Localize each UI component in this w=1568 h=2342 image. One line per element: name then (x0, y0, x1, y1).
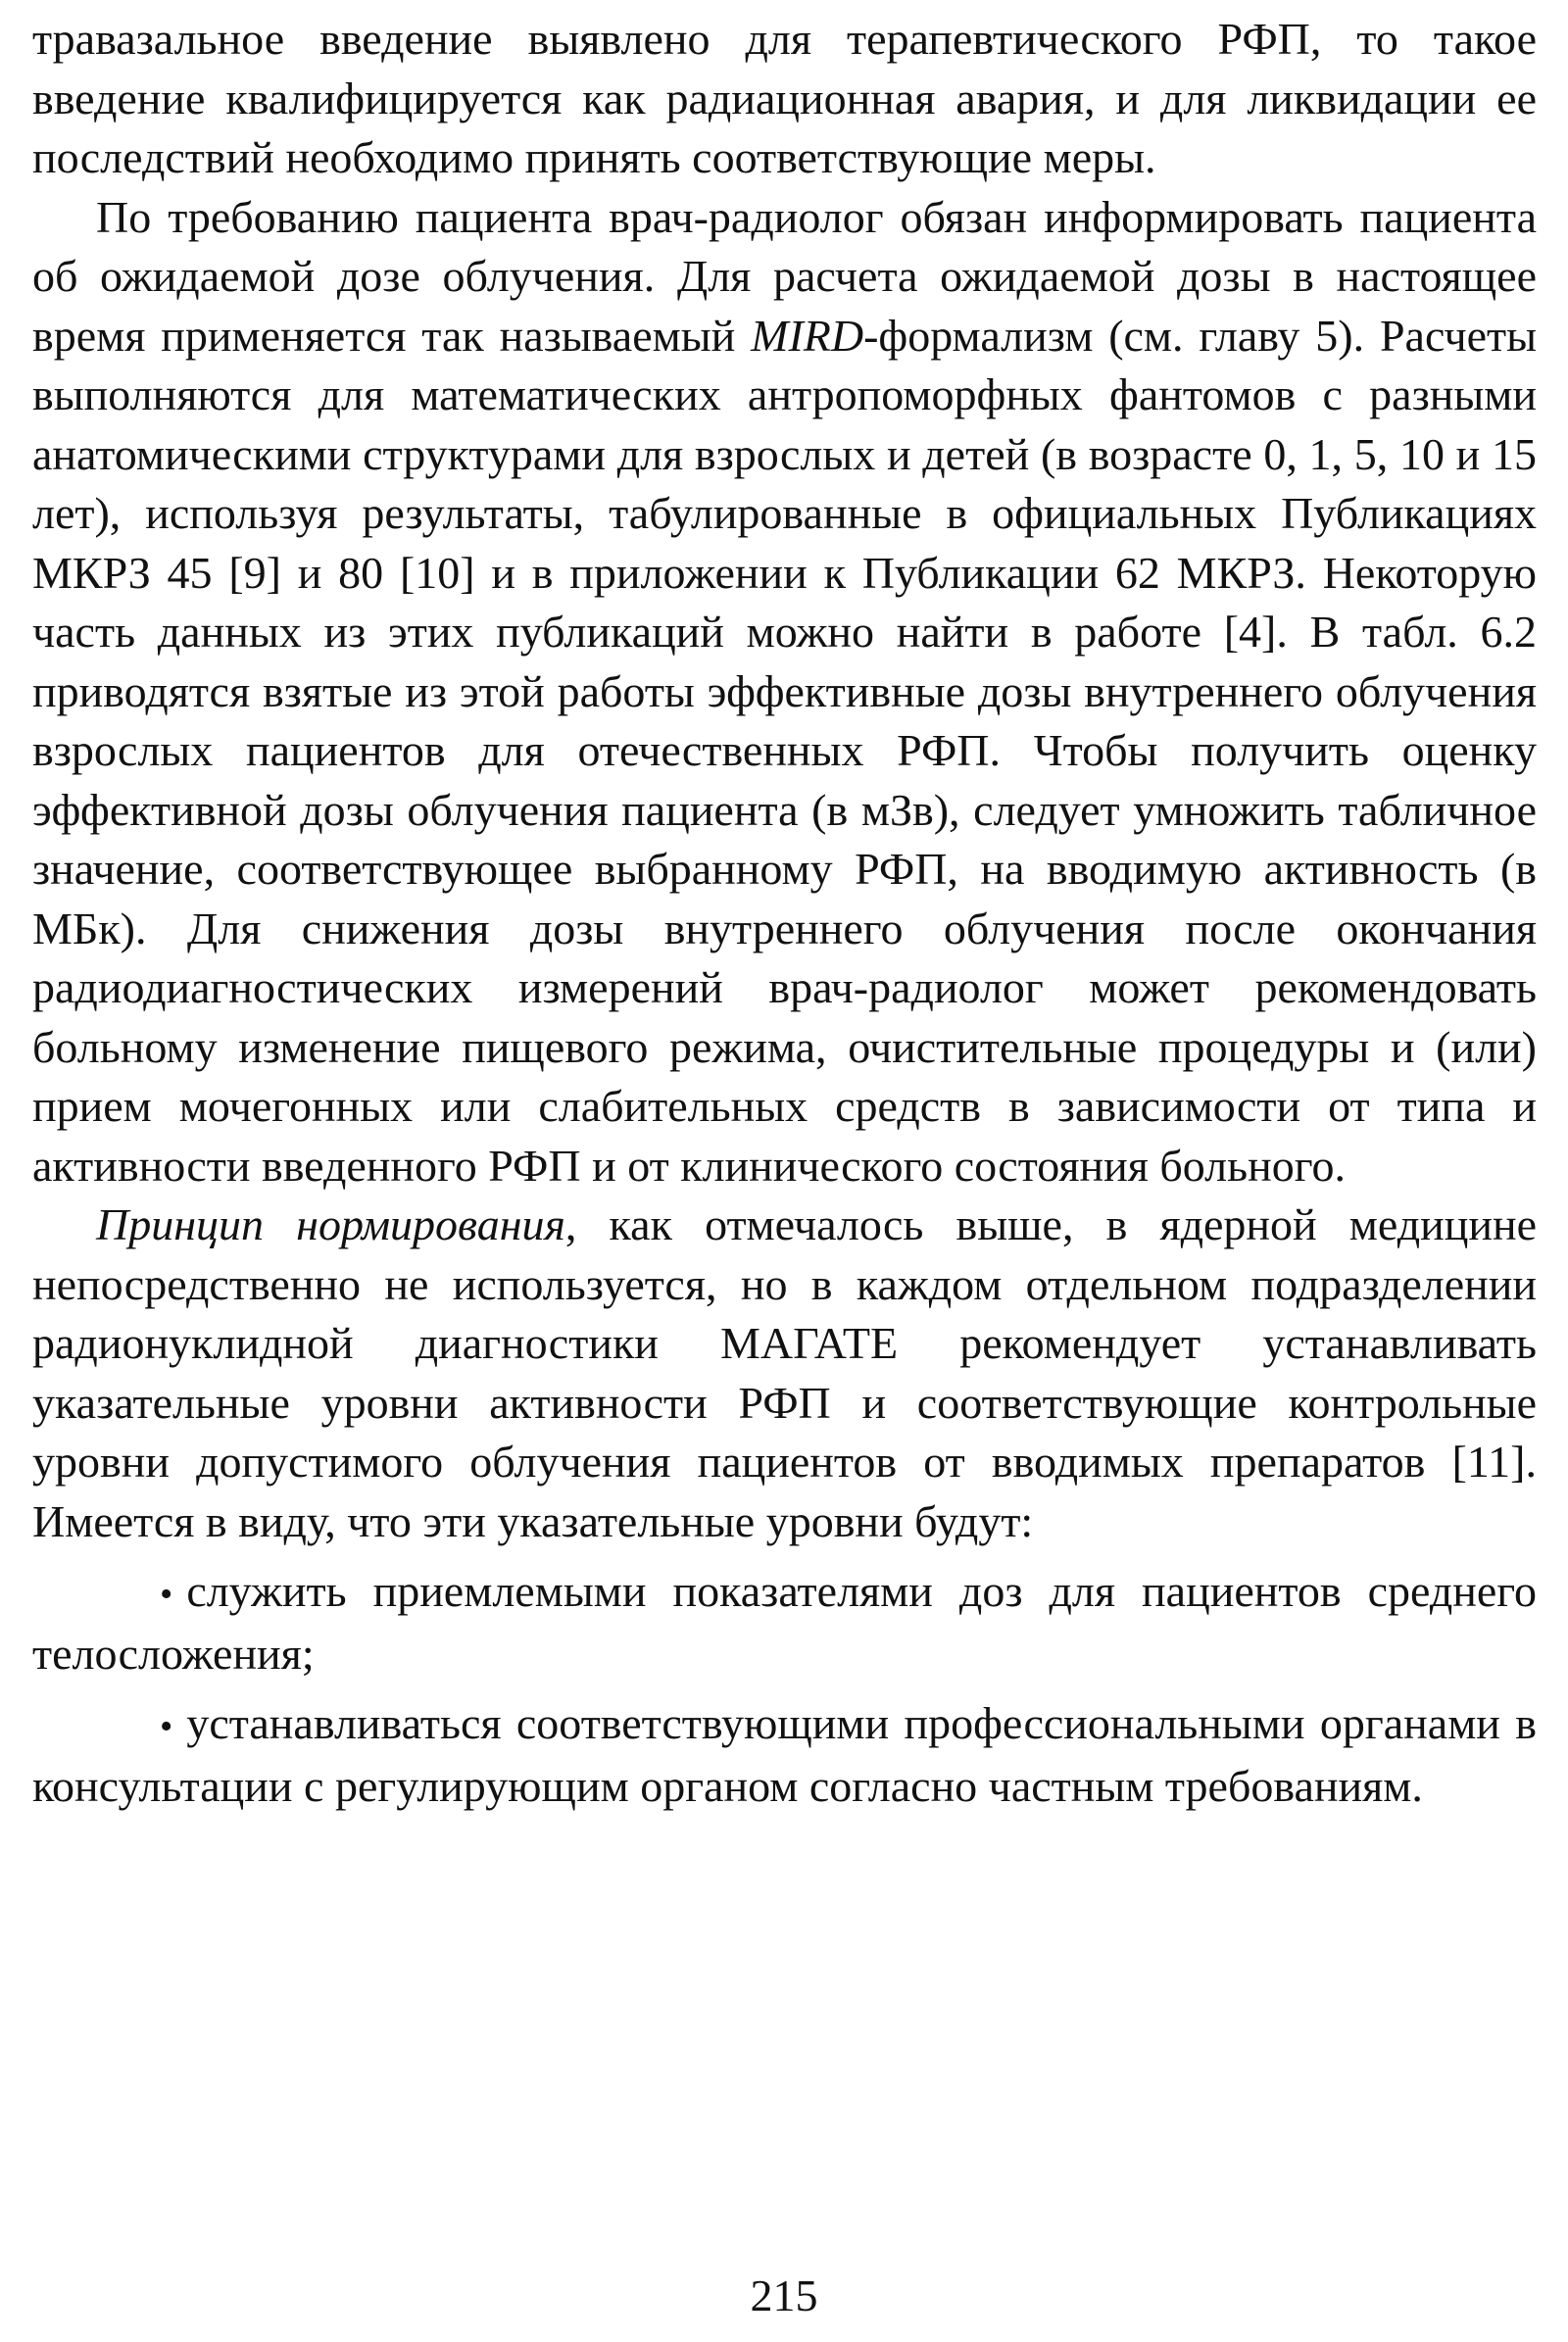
principle-term: Принцип нормирования (96, 1199, 565, 1249)
mird-term: MIRD (751, 310, 864, 361)
list-item (32, 1562, 1537, 1683)
list-item-text: устанавливаться соответствующими профессиональными органами в консультации с регулирующим органом согласно частным требованиям. (32, 1698, 1537, 1811)
paragraph-dose-information (32, 188, 1537, 1196)
paragraph-text: , как отмечалось выше, в ядерной медицине непосредственно не используется, но в каждом отдельном подразделении радионуклидной диагностики МАГАТЕ рекомендует устанавливать указательные уровни активности РФП и соответствующие контрольные уровни допустимого облучения пациентов от вводимых препаратов [11]. Имеется в виду, что эти указательные уровни будут: (32, 1199, 1537, 1546)
paragraph-text: -формализм (см. главу 5). Расчеты выполняются для математических антропоморфных фантомов с разными анатомическими структурами для взрослых и детей (в возрасте 0, 1, 5, 10 и 15 лет), используя результаты, табулированные в официальных Публикациях МКРЗ 45 [9] и 80 [10] и в приложении к Публикации 62 МКРЗ. Некоторую часть данных из этих публикаций можно найти в работе [4]. В табл. 6.2 приводятся взятые из этой работы эффективные дозы внутреннего облучения взрослых пациентов для отечественных РФП. Чтобы получить оценку эффективной дозы облучения пациента (в мЗв), следует умножить табличное значение, соответствующее выбранному РФП, на вводимую активность (в МБк). Для снижения дозы внутреннего облучения после окончания радиодиагностических измерений врач-радиолог может рекомендовать больному изменение пищевого режима, очистительные процедуры и (или) прием мочегонных или слабительных средств в зависимости от типа и активности введенного РФП и от клинического состояния больного. (32, 310, 1538, 1191)
list-item-text: служить приемлемыми показателями доз для пациентов среднего телосложения; (32, 1566, 1537, 1679)
page-content (32, 10, 1537, 1816)
list-item (32, 1694, 1537, 1816)
paragraph-continuation (32, 10, 1537, 188)
bullet-icon: • (160, 1706, 173, 1747)
paragraph-text: травазальное введение выявлено для терапевтического РФП, то такое введение квалифицируется как радиационная авария, и для ликвидации ее последствий необходимо принять соответствующие меры. (32, 14, 1537, 182)
page-number: 215 (750, 2270, 818, 2320)
bullet-icon: • (160, 1574, 173, 1615)
paragraph-normalization-principle (32, 1195, 1537, 1551)
paragraph-text: По требованию пациента врач-радиолог обязан информировать пациента об ожидаемой дозе облучения. Для расчета ожидаемой дозы в настоящее время применяется так называемый (32, 191, 1537, 361)
